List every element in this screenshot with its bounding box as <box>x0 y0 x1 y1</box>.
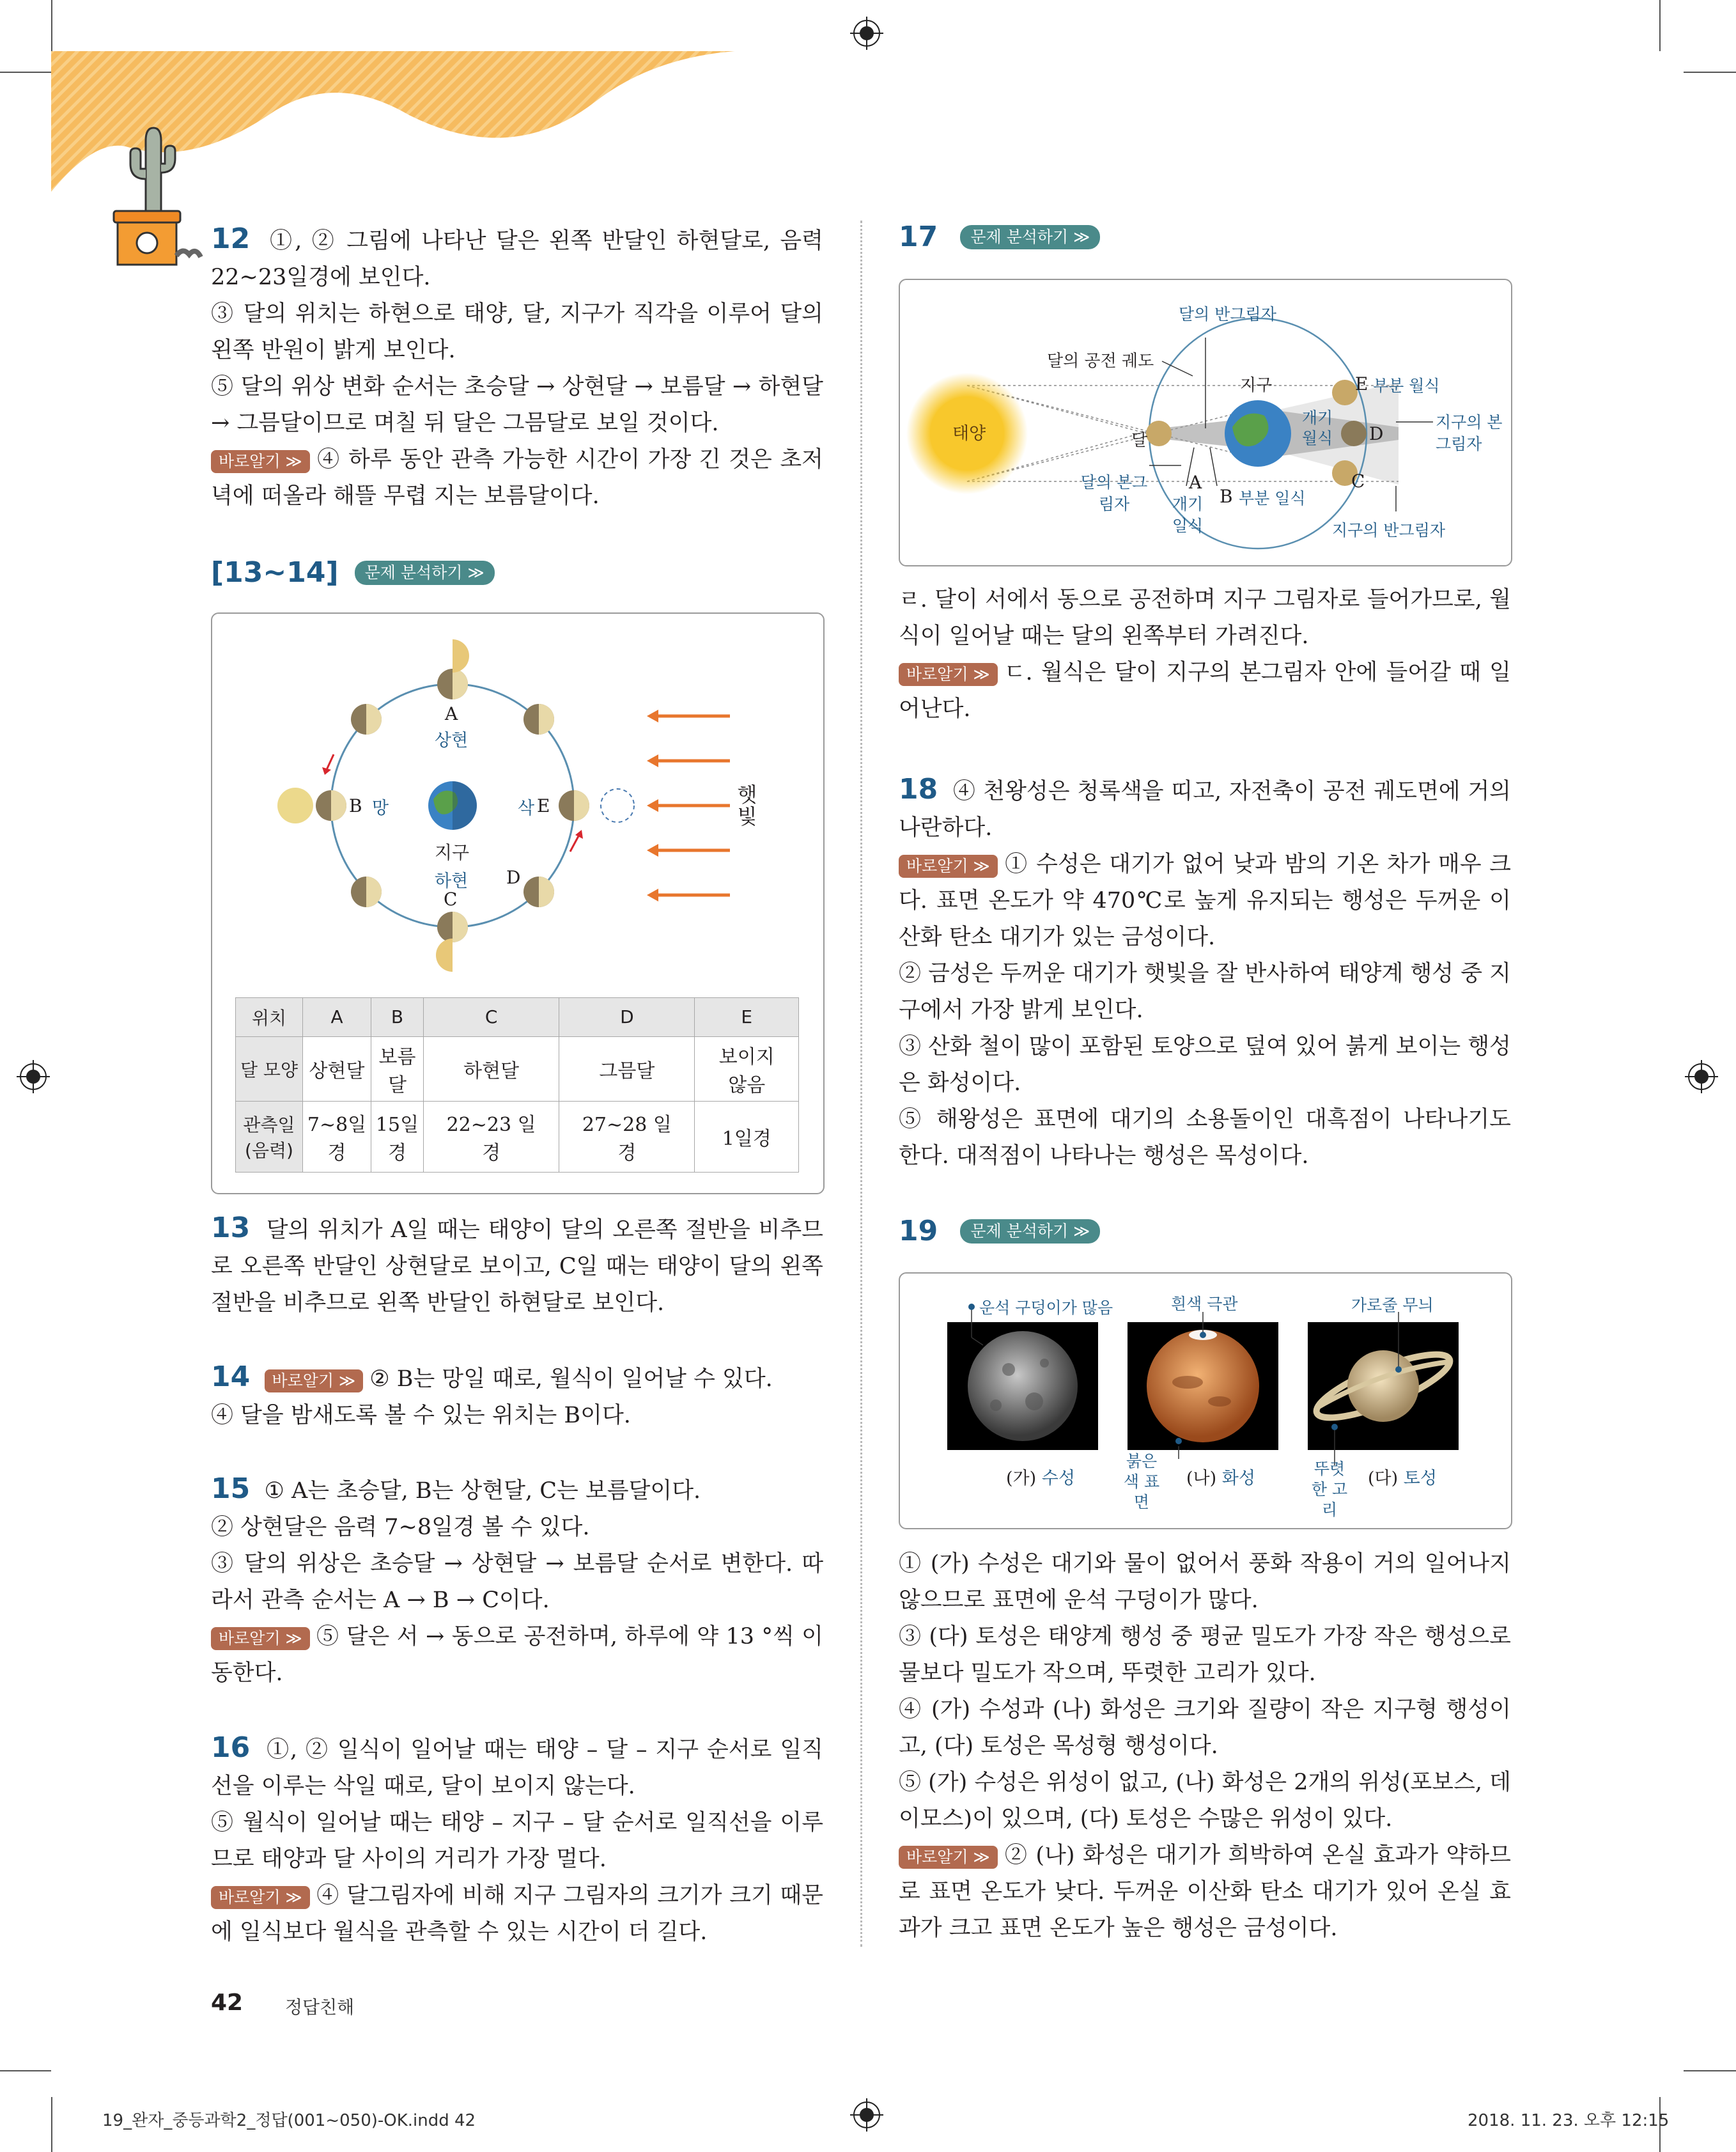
label-C: C <box>1351 471 1365 492</box>
question-17-text <box>899 582 1511 728</box>
barun-badge: 바로알기 ≫ <box>211 1627 310 1650</box>
q19-text: ⑤ (가) 수성은 위성이 없고, (나) 화성은 2개의 위성(포보스, 데이모스)이 있으며, (다) 토성은 수많은 위성이 있다. <box>899 1770 1511 1832</box>
q17-text: ㄷ. 월식은 달이 지구의 본그림자 안에 들어갈 때 일어난다. <box>899 660 1511 722</box>
q12-text: ③ 달의 위치는 하현으로 태양, 달, 지구가 직각을 이루어 달의 왼쪽 반원이 밝게 보인다. <box>211 301 823 363</box>
crop-mark <box>1684 72 1736 73</box>
table-cell: 하현달 <box>423 1036 559 1101</box>
q14-text: ② B는 망일 때로, 월식이 일어날 수 있다. <box>369 1366 773 1392</box>
barun-badge: 바로알기 ≫ <box>211 450 310 473</box>
q15-text: ② 상현달은 음력 7~8일경 볼 수 있다. <box>211 1515 590 1540</box>
table-cell: 1일경 <box>695 1101 799 1172</box>
q16-text: ④ 달그림자에 비해 지구 그림자의 크기가 크기 때문에 일식보다 월식을 관측할 수 있는 시간이 더 길다. <box>211 1883 823 1945</box>
label-moon-penumbra: 달의 반그림자 <box>1179 305 1276 324</box>
label-mars: (나) 화성 <box>1186 1469 1255 1488</box>
label-earth-penumbra: 지구의 반그림자 <box>1332 521 1445 540</box>
label-red-surface: 붉은색 표면 <box>1123 1452 1160 1511</box>
question-number: 18 <box>899 773 938 806</box>
question-18 <box>899 771 1511 1174</box>
label-moon-umbra: 달의 본그림자 <box>1080 473 1148 513</box>
analysis-badge: 문제 분석하기 ≫ <box>960 1219 1100 1244</box>
footer-title: 정답친해 <box>285 1997 355 2018</box>
q15-text: ① A는 초승달, B는 상현달, C는 보름달이다. <box>264 1478 701 1504</box>
table-header: C <box>423 998 559 1037</box>
q16-text: ①, ② 일식이 일어날 때는 태양 – 달 – 지구 순서로 일직선을 이루는 삭일 때로, 달이 보이지 않는다. <box>211 1737 823 1799</box>
table-cell: 7~8일경 <box>303 1101 371 1172</box>
table-cell: 27~28 일경 <box>559 1101 695 1172</box>
crop-mark <box>0 2070 51 2071</box>
q16-text: ⑤ 월식이 일어날 때는 태양 – 지구 – 달 순서로 일직선을 이루므로 태양과 달 사이의 거리가 가장 멀다. <box>211 1810 823 1872</box>
question-13-14-header <box>211 556 495 589</box>
label-sak: 삭 <box>518 799 535 818</box>
label-orbit: 달의 공전 궤도 <box>1047 352 1154 371</box>
question-number: 13 <box>211 1212 251 1244</box>
q17-text: ㄹ. 달이 서에서 동으로 공전하며 지구 그림자로 들어가므로, 월식이 일어날 때는 달의 왼쪽부터 가려진다. <box>899 587 1511 649</box>
moon-orbit-diagram <box>212 614 823 972</box>
question-number: [13~14] <box>211 556 339 589</box>
question-15 <box>211 1470 823 1692</box>
question-19-text <box>899 1546 1511 1947</box>
label-C: C <box>444 889 458 910</box>
q12-text: ①, ② 그림에 나타난 달은 왼쪽 반달인 하현달로, 음력 22~23일경에 보인다. <box>211 228 823 290</box>
barun-badge: 바로알기 ≫ <box>211 1886 310 1909</box>
crop-mark <box>0 72 51 73</box>
analysis-badge: 문제 분석하기 ≫ <box>355 561 495 585</box>
barun-badge: 바로알기 ≫ <box>899 1846 998 1869</box>
question-19-header <box>899 1215 1100 1247</box>
label-sunlight: 햇빛 <box>737 783 757 829</box>
label-stripes: 가로줄 무늬 <box>1351 1296 1434 1314</box>
label-earth: 지구 <box>435 842 470 863</box>
label-saturn: (다) 토성 <box>1368 1469 1437 1488</box>
q18-text: ① 수성은 대기가 없어 낮과 밤의 기온 차가 매우 크다. 표면 온도가 약 470℃로 높게 유지되는 행성은 두꺼운 이산화 탄소 대기가 있는 금성이다. <box>899 852 1511 950</box>
question-number: 19 <box>899 1215 938 1247</box>
label-earth-umbra: 지구의 본그림자 <box>1436 413 1503 453</box>
question-12 <box>211 221 823 515</box>
label-polar-cap: 흰색 극관 <box>1171 1295 1238 1313</box>
label-D: D <box>506 867 521 888</box>
label-total-lunar: 개기 월식 <box>1301 409 1333 448</box>
q18-text: ⑤ 해왕성은 표면에 대기의 소용돌이인 대흑점이 나타나기도 한다. 대적점이 나타나는 행성은 목성이다. <box>899 1107 1511 1169</box>
table-cell: 15일경 <box>371 1101 424 1172</box>
table-cell: 보이지 않음 <box>695 1036 799 1101</box>
question-number: 15 <box>211 1472 251 1505</box>
label-E: E <box>1355 373 1368 394</box>
label-A: A <box>445 703 458 724</box>
question-17-header <box>899 221 1100 253</box>
table-cell: 보름달 <box>371 1036 424 1101</box>
label-ring: 뚜렷한 고리 <box>1311 1460 1348 1519</box>
question-number: 17 <box>899 221 938 253</box>
page-number: 42 <box>211 1990 244 2016</box>
barun-badge: 바로알기 ≫ <box>265 1369 364 1392</box>
q12-line1 <box>211 221 823 296</box>
label-hahyeon: 하현 <box>435 871 469 891</box>
label-B: B <box>1220 486 1233 507</box>
q18-text: ③ 산화 철이 많이 포함된 토양으로 덮여 있어 붉게 보이는 행성은 화성이다. <box>899 1034 1511 1096</box>
table-cell: 상현달 <box>303 1036 371 1101</box>
q19-text: ② (나) 화성은 대기가 희박하여 온실 효과가 약하므로 표면 온도가 낮다. 두꺼운 이산화 탄소 대기가 있어 온실 효과가 크고 표면 온도가 높은 행성은 금성이다. <box>899 1843 1511 1941</box>
q18-text: ④ 천왕성은 청록색을 띠고, 자전축이 공전 궤도면에 거의 나란하다. <box>899 779 1511 841</box>
question-13 <box>211 1210 823 1322</box>
planet-figure <box>899 1272 1512 1529</box>
registration-mark-icon <box>850 2098 883 2132</box>
label-sanghyeon: 상현 <box>435 731 469 751</box>
question-number: 12 <box>211 222 251 255</box>
table-cell: 22~23 일경 <box>423 1101 559 1172</box>
table-header: D <box>559 998 695 1037</box>
eclipse-figure <box>899 279 1512 566</box>
footer-filename: 19_완자_중등과학2_정답(001~050)-OK.indd 42 <box>102 2111 476 2130</box>
table-cell: 그믐달 <box>559 1036 695 1101</box>
question-16 <box>211 1729 823 1951</box>
q15-text: ⑤ 달은 서 → 동으로 공전하며, 하루에 약 13 °씩 이동한다. <box>211 1624 823 1686</box>
table-header: E <box>695 998 799 1037</box>
moon-phase-table <box>235 997 799 1173</box>
label-mang: 망 <box>372 799 389 818</box>
question-number: 14 <box>211 1361 251 1393</box>
registration-mark-icon <box>1685 1060 1718 1093</box>
crop-mark <box>51 0 52 51</box>
moon-phase-figure <box>211 612 825 1194</box>
cactus-pot-icon <box>107 115 203 269</box>
label-partial-solar: 부분 일식 <box>1239 489 1306 508</box>
footer-date: 2018. 11. 23. 오후 12:15 <box>1468 2111 1670 2130</box>
label-total-solar: 개기 일식 <box>1172 495 1204 535</box>
label-D: D <box>1369 423 1384 444</box>
barun-badge: 바로알기 ≫ <box>899 855 998 878</box>
table-header: B <box>371 998 424 1037</box>
crop-mark <box>51 2097 52 2152</box>
label-craters: 운석 구덩이가 많음 <box>979 1298 1113 1317</box>
label-moon: 달 <box>1131 431 1148 450</box>
label-B: B <box>349 795 362 816</box>
table-cell: 관측일 (음력) <box>236 1101 303 1172</box>
question-number: 16 <box>211 1731 251 1764</box>
q19-text: ③ (다) 토성은 태양계 행성 중 평균 밀도가 가장 작은 행성으로 물보다 밀도가 작으며, 뚜렷한 고리가 있다. <box>899 1624 1511 1686</box>
label-partial-lunar: 부분 월식 <box>1373 377 1440 395</box>
q12-text: ④ 하루 동안 관측 가능한 시간이 가장 긴 것은 초저녁에 떠올라 해뜰 무렵 지는 보름달이다. <box>211 447 823 509</box>
barun-badge: 바로알기 ≫ <box>899 663 998 686</box>
q14-text: ④ 달을 밤새도록 볼 수 있는 위치는 B이다. <box>211 1403 631 1428</box>
orbit-moons <box>437 669 468 699</box>
q15-text: ③ 달의 위상은 초승달 → 상현달 → 보름달 순서로 변한다. 따라서 관측 순서는 A → B → C이다. <box>211 1551 823 1613</box>
question-14 <box>211 1359 823 1434</box>
table-cell: 달 모양 <box>236 1036 303 1101</box>
registration-mark-icon <box>850 17 883 50</box>
q19-text: ① (가) 수성은 대기와 물이 없어서 풍화 작용이 거의 일어나지 않으므로 표면에 운석 구덩이가 많다. <box>899 1551 1511 1613</box>
q19-text: ④ (가) 수성과 (나) 화성은 크기와 질량이 작은 지구형 행성이고, (다) 토성은 목성형 행성이다. <box>899 1697 1511 1759</box>
q18-text: ② 금성은 두꺼운 대기가 햇빛을 잘 반사하여 태양계 행성 중 지구에서 가장 밝게 보인다. <box>899 961 1511 1023</box>
column-divider <box>860 221 862 1947</box>
crop-mark <box>1684 2070 1736 2071</box>
table-header: 위치 <box>236 998 303 1037</box>
label-mercury: (가) 수성 <box>1006 1469 1075 1488</box>
analysis-badge: 문제 분석하기 ≫ <box>960 225 1100 249</box>
q12-barun <box>211 442 823 515</box>
label-A: A <box>1189 472 1202 493</box>
crop-mark <box>1659 0 1661 51</box>
q13-text: 달의 위치가 A일 때는 태양이 달의 오른쪽 절반을 비추므로 오른쪽 반달인 상현달로 보이고, C일 때는 태양이 달의 왼쪽 절반을 비추므로 왼쪽 반달인 하현달로 보인다. <box>211 1217 823 1316</box>
registration-mark-icon <box>17 1060 50 1093</box>
table-header: A <box>303 998 371 1037</box>
label-earth: 지구 <box>1240 376 1273 395</box>
label-E: E <box>537 795 550 816</box>
label-sun: 태양 <box>952 424 986 444</box>
q12-text: ⑤ 달의 위상 변화 순서는 초승달 → 상현달 → 보름달 → 하현달 → 그믐달이므로 며칠 뒤 달은 그믐달로 보일 것이다. <box>211 374 823 436</box>
